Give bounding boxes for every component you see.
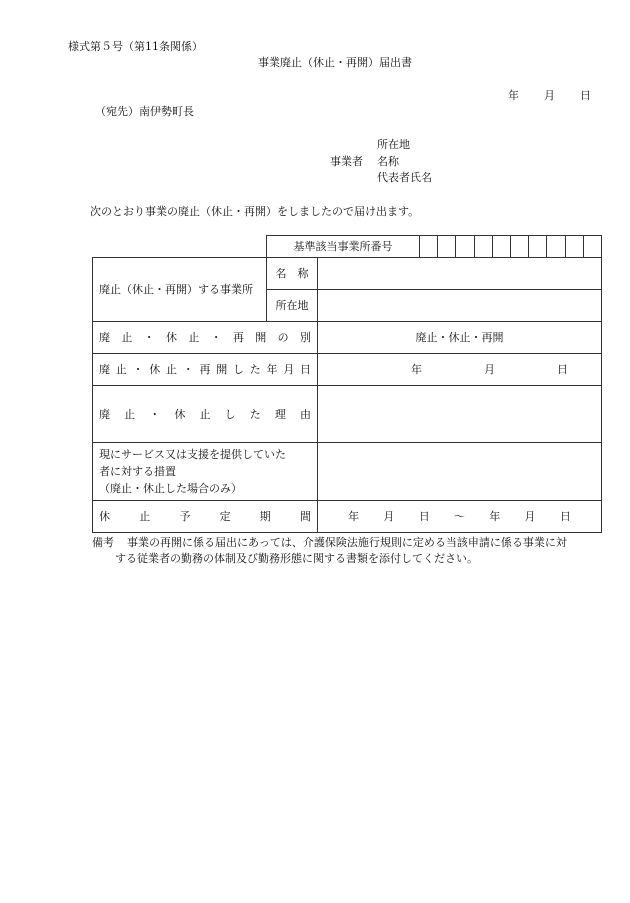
type-row-label-cell <box>93 322 318 354</box>
period-start-day: 日 <box>418 510 430 523</box>
office-number-table <box>266 235 602 258</box>
period-end-year: 年 <box>489 510 501 523</box>
measures-row-field[interactable] <box>318 443 602 501</box>
office-number-digit[interactable] <box>456 236 474 258</box>
office-location-label: 所在地 <box>267 290 318 322</box>
office-number-digit[interactable] <box>547 236 565 258</box>
remarks-line1: 事業の再開に係る届出にあっては、介護保険法施行規則に定める当該申請に係る事業に対 <box>127 536 567 549</box>
addressee: （宛先）南伊勢町長 <box>95 105 194 118</box>
period-row-label-cell <box>93 501 318 533</box>
remarks-label: 備考 <box>92 536 114 549</box>
period-end-day: 日 <box>559 510 571 523</box>
applicant-representative-label: 代表者氏名 <box>377 171 432 184</box>
period-start-year: 年 <box>348 510 360 523</box>
date-row-field[interactable] <box>318 354 602 386</box>
document-title: 事業廃止（休止・再開）届出書 <box>258 56 412 69</box>
remarks-line2: する従業者の勤務の体制及び勤務形態に関する書類を添付してください。 <box>115 552 478 565</box>
reason-row-label-cell <box>93 386 318 443</box>
date-row-label: 廃 止 ・ 休 止 ・ 再 開 し た 年 月 日 <box>99 363 311 376</box>
office-location-field[interactable] <box>318 290 602 322</box>
office-number-digit[interactable] <box>583 236 601 258</box>
applicant-name-label: 名称 <box>377 155 399 168</box>
date-day-label: 日 <box>580 89 591 102</box>
period-tilde: ～ <box>453 510 465 523</box>
form-number: 様式第５号（第11条関係） <box>68 40 203 53</box>
office-number-digit[interactable] <box>510 236 528 258</box>
date-row-day: 日 <box>557 363 568 376</box>
reason-row-label: 廃 止 ・ 休 止 し た 理 由 <box>99 407 311 421</box>
office-number-digit[interactable] <box>565 236 583 258</box>
office-name-label: 名 称 <box>267 258 318 290</box>
date-row-year: 年 <box>411 363 422 376</box>
date-month-label: 月 <box>544 89 555 102</box>
office-number-digit[interactable] <box>438 236 456 258</box>
type-row-label: 廃 止 ・ 休 止 ・ 再 開 の 別 <box>99 331 311 344</box>
office-section-label: 廃止（休止・再開）する事業所 <box>93 258 267 322</box>
period-start-month: 月 <box>383 510 395 523</box>
date-row-label-cell <box>93 354 318 386</box>
measures-row-line1: 現にサービス又は支援を提供していた <box>99 448 286 461</box>
measures-row-label-cell <box>93 443 318 501</box>
office-number-digit[interactable] <box>492 236 510 258</box>
measures-row-line3: （廃止・休止した場合のみ） <box>99 482 242 495</box>
notification-form-table <box>92 257 602 533</box>
statement: 次のとおり事業の廃止（休止・再開）をしましたので届け出ます。 <box>90 205 420 218</box>
measures-row-line2: 者に対する措置 <box>99 465 176 478</box>
date-year-label: 年 <box>508 89 519 102</box>
applicant-role-label: 事業者 <box>330 155 363 168</box>
date-row-month: 月 <box>484 363 495 376</box>
applicant-address-label: 所在地 <box>377 138 410 151</box>
office-number-digit[interactable] <box>474 236 492 258</box>
reason-row-field[interactable] <box>318 386 602 443</box>
office-number-digit[interactable] <box>420 236 438 258</box>
period-row-field[interactable] <box>318 501 602 533</box>
office-number-digit[interactable] <box>529 236 547 258</box>
period-end-month: 月 <box>524 510 536 523</box>
type-row-value[interactable]: 廃止・休止・再開 <box>318 322 602 354</box>
period-row-label: 休 止 予 定 期 間 <box>99 510 311 523</box>
office-name-field[interactable] <box>318 258 602 290</box>
office-number-label: 基準該当事業所番号 <box>267 236 420 258</box>
